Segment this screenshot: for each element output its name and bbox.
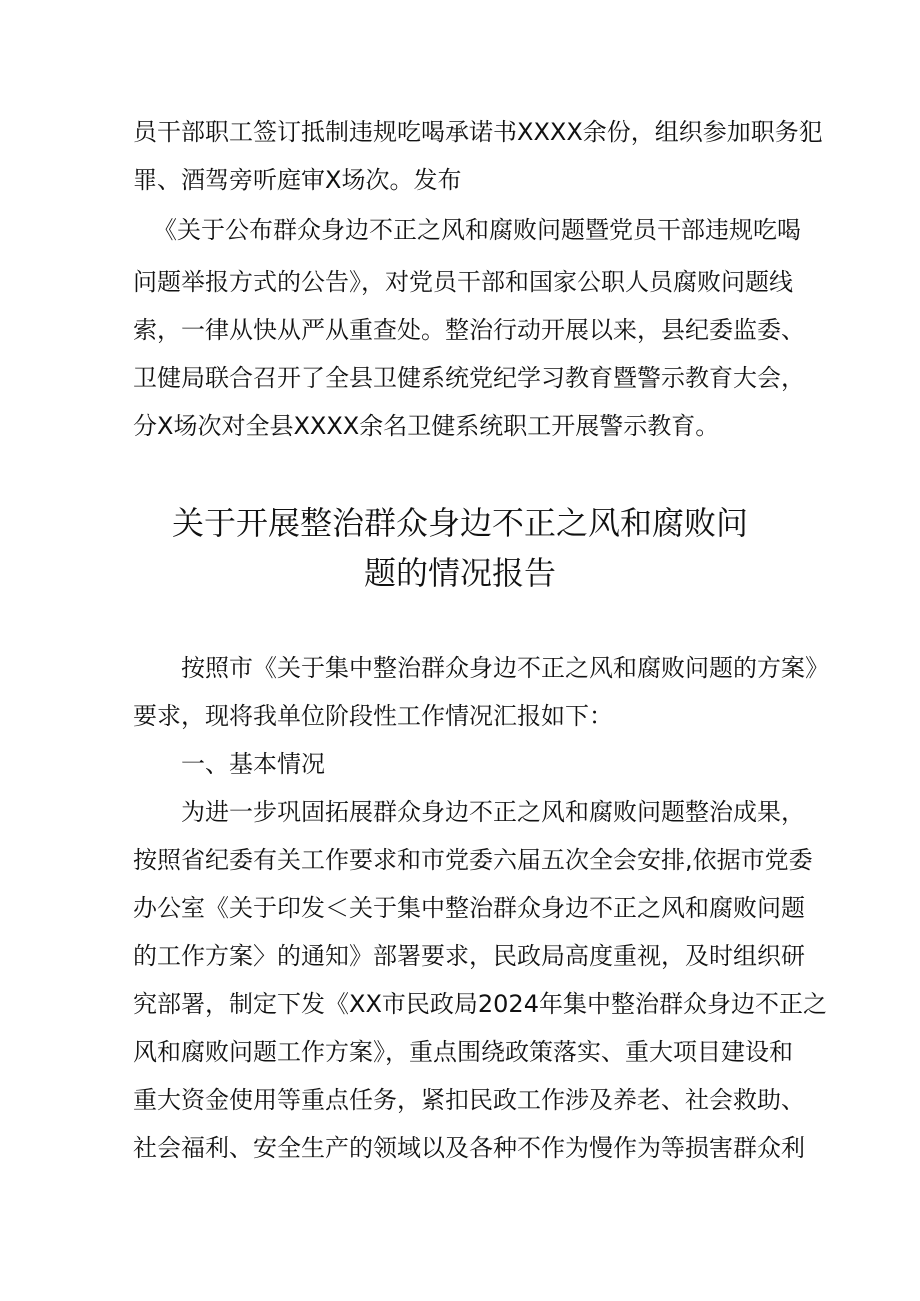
report-title-line-1: 关于开展整治群众身边不正之风和腐败问 bbox=[171, 504, 748, 542]
section-heading: 一、基本情况 bbox=[181, 750, 325, 778]
body-paragraph-line-2: 按照省纪委有关工作要求和市党委六届五次全会安排,依据市党委 bbox=[133, 846, 813, 874]
body-paragraph-line-5: 究部署，制定下发《XX市民政局2024年集中整治群众身边不正之 bbox=[133, 990, 827, 1018]
intro-paragraph-line-2: 要求，现将我单位阶段性工作情况汇报如下： bbox=[133, 702, 613, 730]
body-paragraph-line-1: 为进一步巩固拓展群众身边不正之风和腐败问题整治成果， bbox=[181, 798, 805, 826]
top-paragraph-line-6: 卫健局联合召开了全县卫健系统党纪学习教育暨警示教育大会， bbox=[133, 364, 805, 392]
top-paragraph-line-4: 问题举报方式的公告》，对党员干部和国家公职人员腐败问题线 bbox=[133, 268, 793, 296]
body-paragraph-line-8: 社会福利、安全生产的领域以及各种不作为慢作为等损害群众利 bbox=[133, 1134, 805, 1162]
body-paragraph-line-3: 办公室《关于印发＜关于集中整治群众身边不正之风和腐败问题 bbox=[133, 894, 805, 922]
top-paragraph-line-3: 《关于公布群众身边不正之风和腐败问题暨党员干部违规吃喝 bbox=[153, 216, 801, 244]
body-paragraph-line-7: 重大资金使用等重点任务，紧扣民政工作涉及养老、社会救助、 bbox=[133, 1086, 805, 1114]
top-paragraph-line-7: 分X场次对全县XXXX余名卫健系统职工开展警示教育。 bbox=[133, 412, 720, 440]
top-paragraph-line-1: 员干部职工签订抵制违规吃喝承诺书XXXX余份，组织参加职务犯 bbox=[133, 118, 823, 146]
report-title-line-2: 题的情况报告 bbox=[363, 554, 556, 592]
intro-paragraph-line-1: 按照市《关于集中整治群众身边不正之风和腐败问题的方案》 bbox=[181, 654, 829, 682]
top-paragraph-line-5: 索，一律从快从严从重查处。整治行动开展以来，县纪委监委、 bbox=[133, 316, 805, 344]
top-paragraph-line-2: 罪、酒驾旁听庭审X场次。发布 bbox=[133, 166, 462, 194]
body-paragraph-line-6: 风和腐败问题工作方案》，重点围绕政策落实、重大项目建设和 bbox=[133, 1038, 793, 1066]
body-paragraph-line-4: 的工作方案〉的通知》部署要求，民政局高度重视，及时组织研 bbox=[133, 942, 805, 970]
